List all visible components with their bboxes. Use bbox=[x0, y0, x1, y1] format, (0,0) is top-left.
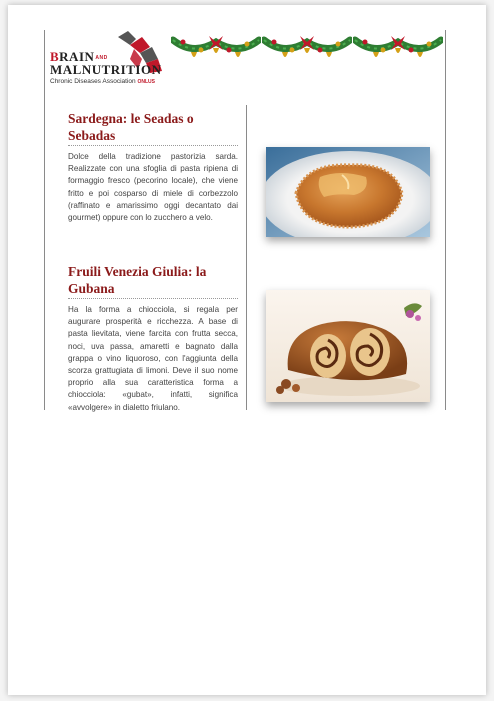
document-page bbox=[8, 5, 486, 695]
section-divider bbox=[68, 145, 238, 146]
section-title-sardegna: Sardegna: le Seadas o Sebadas bbox=[68, 111, 194, 143]
christmas-garland-icon bbox=[262, 30, 352, 66]
christmas-garland-icon bbox=[353, 30, 443, 66]
seadas-photo bbox=[266, 147, 430, 237]
section-body-friuli: Ha la forma a chiocciola, si regala per augurare prosperità e ricchezza. A base di pasta lievitata, viene farcita con frutta secca, noci, uva passa, amaretti e bagnato dalla grappa o vino liquoroso, con l'aggiunta della scorza grattugiata di limoni. Deve il suo nome proprio alla sua caratteristica forma a chiocciola: «gubat», infatti, significa «avvolgere» in dialetto friulano. bbox=[68, 305, 238, 412]
section-body-sardegna: Dolce della tradizione pastorizia sarda. Realizzate con una sfoglia di pasta ripiena di formaggio fresco (pecorino locale), che viene fritto e poi cosparso di miele di corbezzolo (raffinato e amarissimo oggi decantato dai gourmet) oppure con lo zucchero a velo. bbox=[68, 152, 238, 223]
section-title-friuli: Fruili Venezia Giulia: la Gubana bbox=[68, 264, 207, 296]
section-divider bbox=[68, 298, 238, 299]
gubana-photo bbox=[266, 290, 430, 402]
logo-subtitle: Chronic Diseases Association ONLUS bbox=[50, 78, 155, 85]
gubana-image bbox=[266, 290, 430, 402]
christmas-garland-icon bbox=[171, 30, 261, 66]
logo-line-malnutrition: MALNUTRITION bbox=[50, 62, 162, 77]
column-divider bbox=[246, 105, 247, 410]
page-frame-left-rule bbox=[44, 30, 45, 410]
seadas-image bbox=[266, 147, 430, 237]
logo-line-brain: BRAINAND bbox=[50, 49, 108, 64]
brain-and-malnutrition-logo bbox=[48, 27, 168, 83]
page-frame-right-rule bbox=[445, 30, 446, 410]
